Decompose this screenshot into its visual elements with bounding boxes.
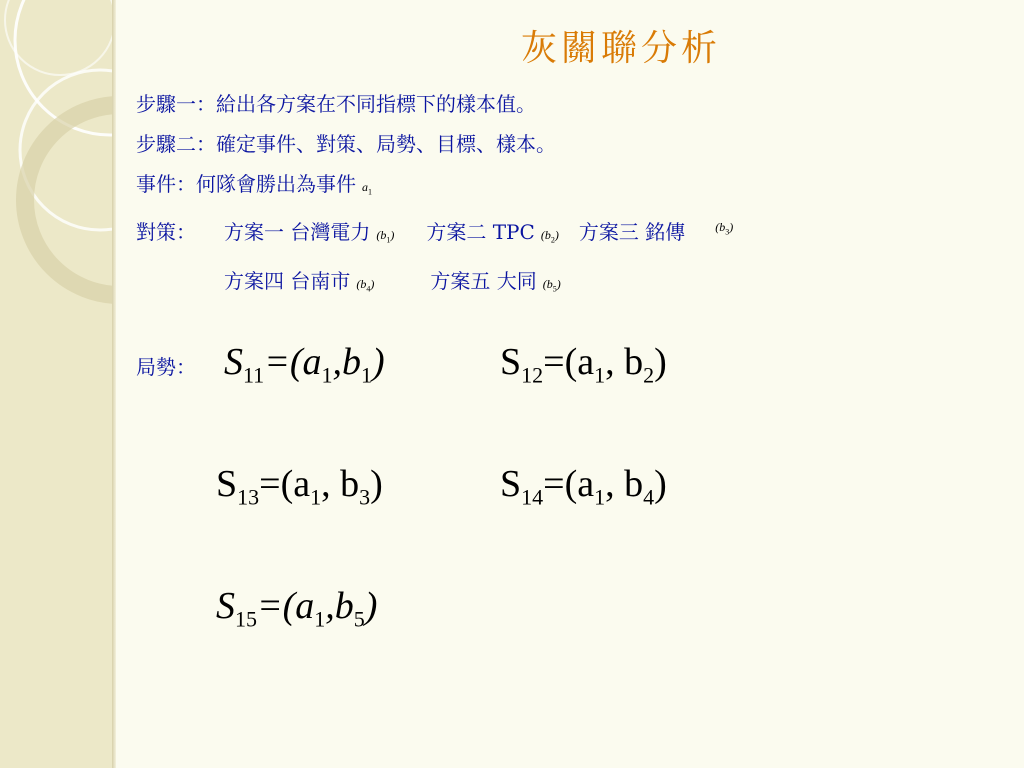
- formula-s12: $S_{12}=(a_1$, $b_2$): [500, 341, 667, 388]
- strategy-line-2: [136, 266, 996, 304]
- formula-s13: $S_{13}=(a_1$, $b_3$): [216, 463, 383, 510]
- formula-s11: $S_{11}=(a_1,b_1)$: [224, 341, 385, 388]
- strategy-5-symbol: $(b_5)$: [542, 276, 561, 294]
- event-text: 何隊會勝出為事件: [196, 172, 356, 196]
- formula-s14: $S_{14}=(a_1$, $b_4$): [500, 463, 667, 510]
- step-2-line: [136, 129, 996, 159]
- strategy-2-symbol: $(b_2)$: [540, 228, 559, 245]
- step-1-text: 步驟一：給出各方案在不同指標下的樣本值。: [136, 92, 536, 116]
- strategy-4-text: 方案四 台南市: [224, 268, 351, 293]
- strategy-4-symbol: $(b_4)$: [356, 276, 375, 294]
- text-lines: [136, 89, 996, 304]
- strategy-3-text: 方案三 銘傳: [578, 220, 686, 245]
- event-label: 事件：: [136, 172, 196, 196]
- sidebar-edge: [112, 0, 116, 768]
- strategy-5-text: 方案五 大同: [430, 268, 537, 293]
- situation-section: [136, 340, 996, 706]
- slide-title: 灰關聯分析: [520, 28, 721, 69]
- situation-label: 局勢：: [136, 355, 196, 380]
- strategy-label: 對策：: [136, 220, 196, 245]
- strategy-1-symbol: $(b_1)$: [376, 228, 395, 245]
- event-line: [136, 169, 996, 207]
- step-2-text: 步驟二：確定事件、對策、局勢、目標、樣本。: [136, 132, 556, 156]
- strategy-2-text: 方案二 TPC: [426, 220, 535, 245]
- event-symbol: $a_1$: [362, 180, 372, 197]
- sidebar-circles-decoration: [0, 0, 112, 768]
- decorative-sidebar: [0, 0, 115, 768]
- formula-s15: $S_{15}=(a_1,b_5)$: [216, 585, 378, 632]
- step-1-line: [136, 89, 996, 119]
- strategy-3-symbol: $(b_3)$: [715, 220, 734, 237]
- formula-grid: [216, 340, 776, 706]
- strategy-line-1: [136, 217, 996, 255]
- slide-content: [136, 20, 996, 706]
- strategy-1-text: 方案一 台灣電力: [224, 220, 371, 245]
